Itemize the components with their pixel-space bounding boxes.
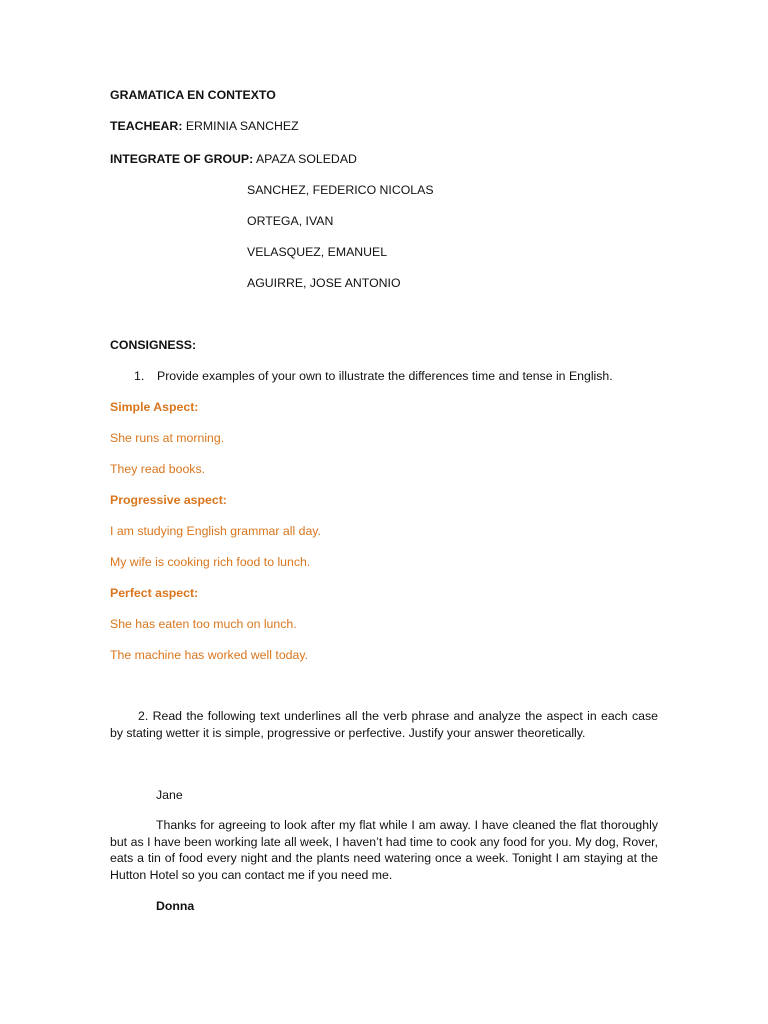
example-sentence: She has eaten too much on lunch. bbox=[110, 617, 297, 631]
question-2-text: 2. Read the following text underlines all the verb phrase and analyze the aspect in each case by stating wetter it is simple, progressive or perfective. Justify your answer theoretically. bbox=[110, 709, 658, 740]
example-sentence: I am studying English grammar all day. bbox=[110, 524, 321, 538]
teacher-line bbox=[110, 118, 299, 134]
teacher-name: ERMINIA SANCHEZ bbox=[185, 119, 299, 133]
group-member: ORTEGA, IVAN bbox=[247, 214, 334, 228]
group-member: SANCHEZ, FEDERICO NICOLAS bbox=[247, 183, 434, 197]
document-title: GRAMATICA EN CONTEXTO bbox=[110, 88, 276, 102]
question-1-text: Provide examples of your own to illustrate the differences time and tense in English. bbox=[157, 369, 613, 383]
group-member: AGUIRRE, JOSE ANTONIO bbox=[247, 276, 401, 290]
aspect-heading-progressive: Progressive aspect: bbox=[110, 493, 227, 507]
question-1-number: 1. bbox=[134, 369, 145, 383]
consigness-heading: CONSIGNESS: bbox=[110, 338, 197, 352]
example-sentence: She runs at morning. bbox=[110, 431, 225, 445]
group-member: APAZA SOLEDAD bbox=[255, 152, 357, 166]
letter-salutation: Jane bbox=[156, 788, 183, 802]
letter-body: Thanks for agreeing to look after my flat while I am away. I have cleaned the flat thoroughly but as I have been working late all week, I haven’t had time to cook any food for you. My dog, Rover, eats a tin of food every night and the plants need watering once a week. Tonight I am staying at the Hutton Hotel so you can contact me if you need me. bbox=[110, 818, 658, 882]
letter-signature: Donna bbox=[156, 899, 195, 913]
teacher-label: TEACHEAR: bbox=[110, 119, 183, 133]
aspect-heading-perfect: Perfect aspect: bbox=[110, 586, 199, 600]
example-sentence: The machine has worked well today. bbox=[110, 648, 308, 662]
group-member: VELASQUEZ, EMANUEL bbox=[247, 245, 388, 259]
example-sentence: My wife is cooking rich food to lunch. bbox=[110, 555, 311, 569]
group-line bbox=[110, 151, 357, 167]
group-label: INTEGRATE OF GROUP: bbox=[110, 152, 254, 166]
aspect-heading-simple: Simple Aspect: bbox=[110, 400, 199, 414]
example-sentence: They read books. bbox=[110, 462, 206, 476]
